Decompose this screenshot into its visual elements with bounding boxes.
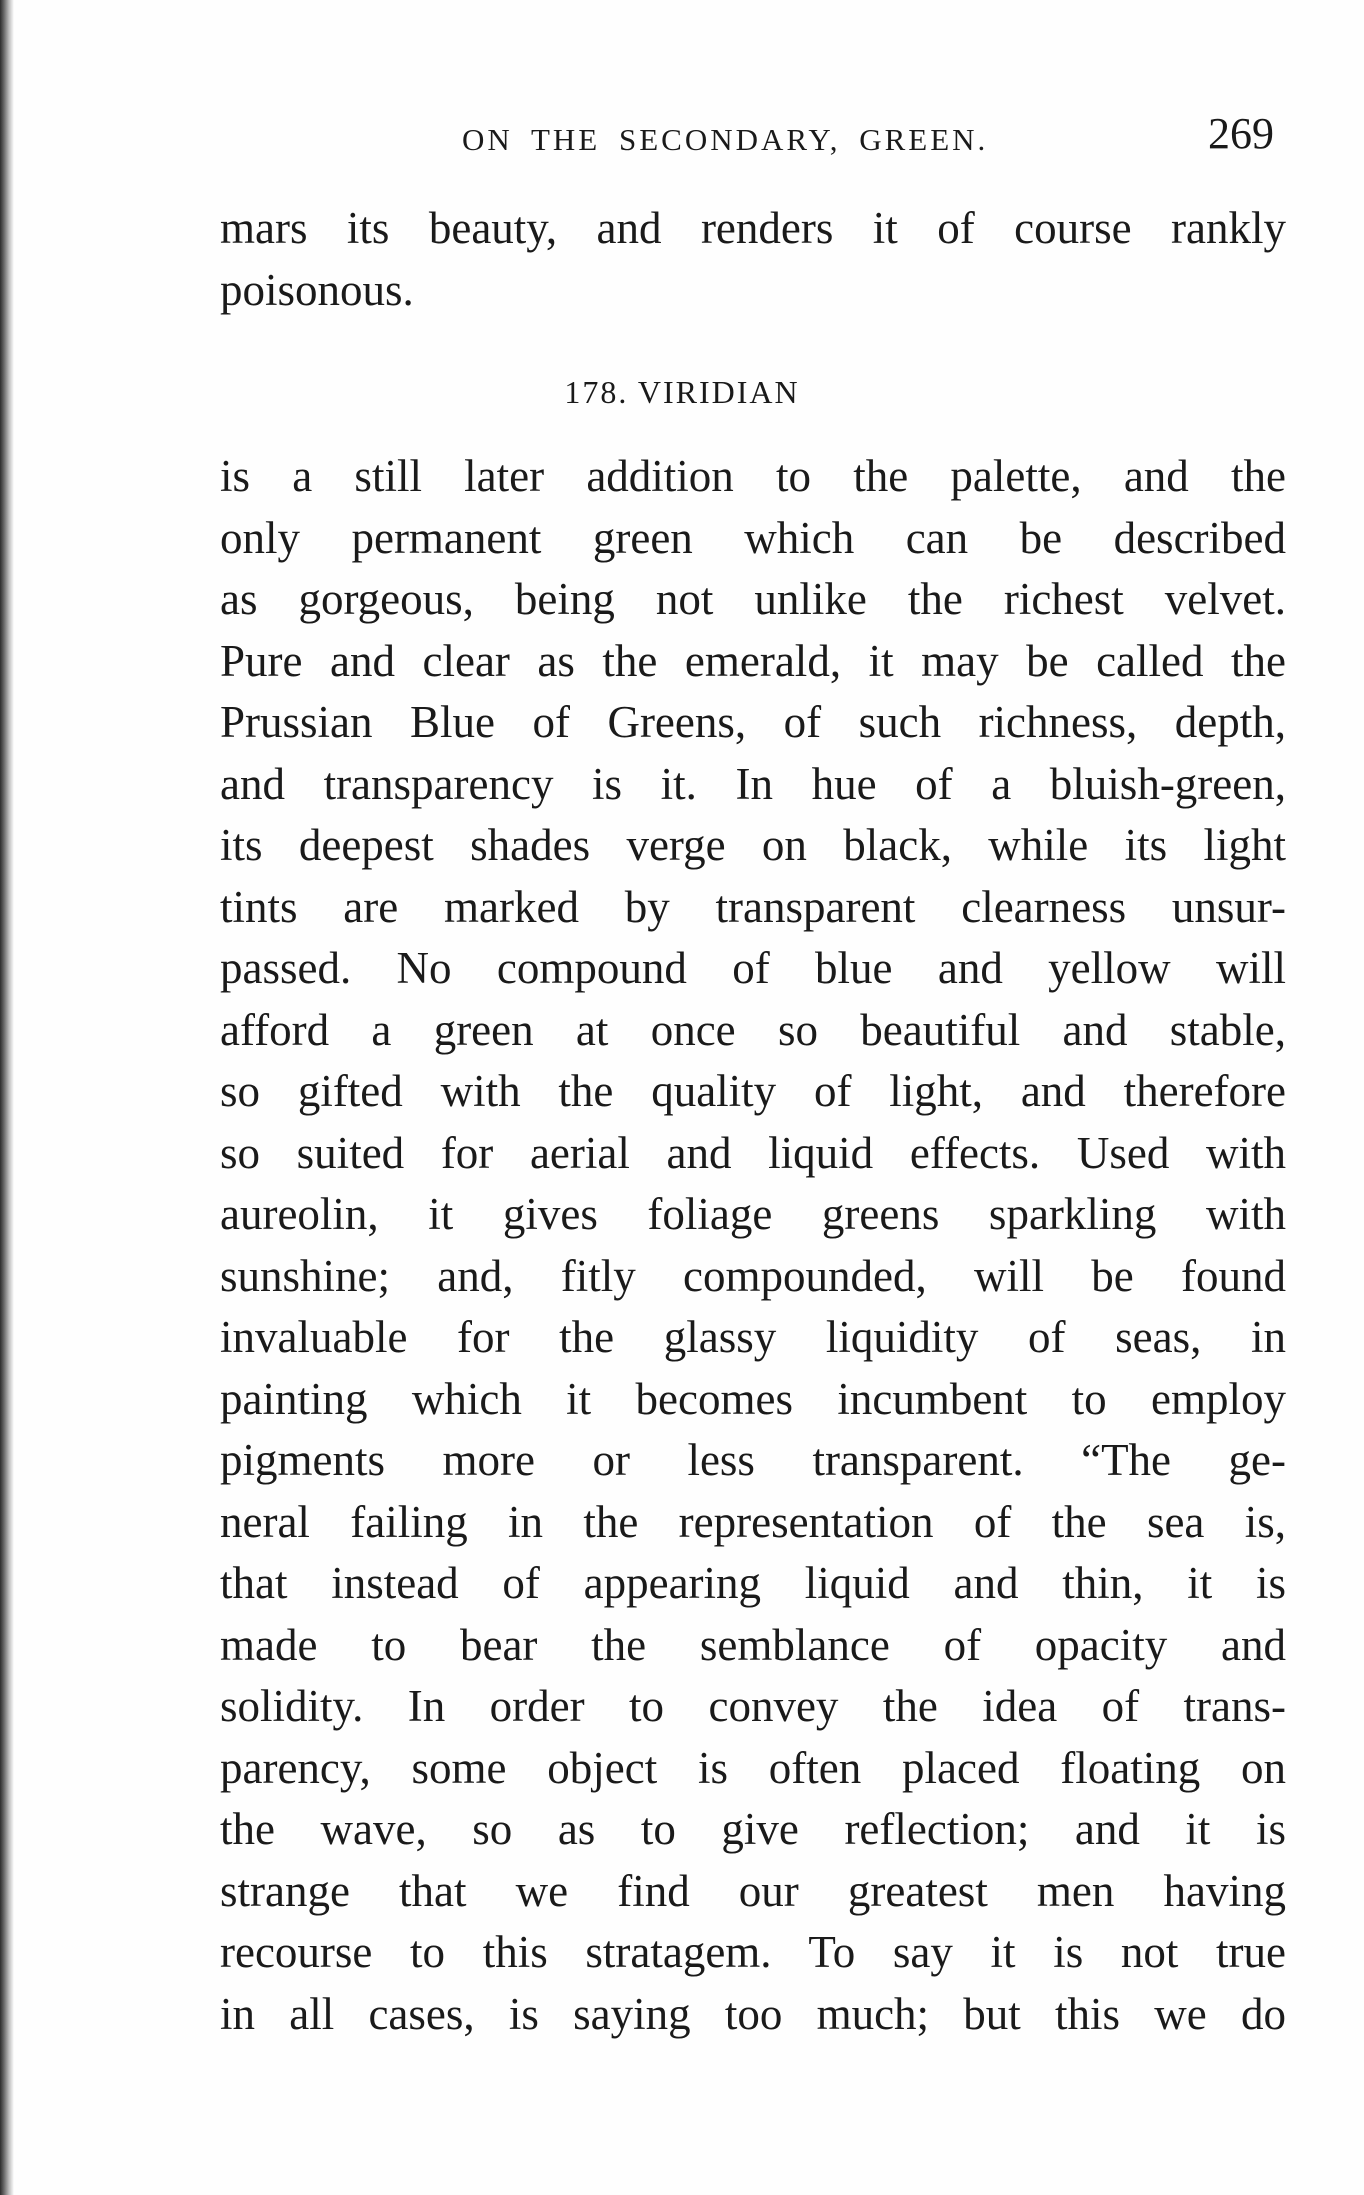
text-line: the wave, so as to give reflection; and it is — [220, 1804, 1286, 1854]
text-line: passed. No compound of blue and yellow will — [220, 943, 1286, 993]
text-line: so suited for aerial and liquid effects. Used with — [220, 1127, 1286, 1178]
text-line: neral failing in the representation of the sea is, — [220, 1496, 1286, 1547]
text-line: Prussian Blue of Greens, of such richness, depth, — [220, 697, 1286, 747]
text-line: tints are marked by transparent clearness unsur- — [220, 881, 1286, 932]
text-line: Pure and clear as the emerald, it may be called the — [220, 635, 1286, 686]
text-line: poisonous. — [220, 264, 414, 315]
text-line: sunshine; and, fitly compounded, will be found — [220, 1250, 1286, 1301]
text-line: recourse to this stratagem. To say it is not true — [220, 1927, 1286, 1977]
text-line: pigments more or less transparent. “The ge- — [220, 1435, 1286, 1485]
text-line: its deepest shades verge on black, while its light — [220, 820, 1286, 870]
section-paragraph — [220, 446, 1286, 2045]
text-line: solidity. In order to convey the idea of trans- — [220, 1681, 1286, 1731]
text-line: parency, some object is often placed floating on — [220, 1742, 1286, 1793]
running-title: ON THE SECONDARY, GREEN. — [462, 122, 989, 157]
text-line: and transparency is it. In hue of a bluish-green, — [220, 758, 1286, 809]
text-line: painting which it becomes incumbent to employ — [220, 1373, 1286, 1424]
text-line: aureolin, it gives foliage greens sparkling with — [220, 1189, 1286, 1239]
page-number: 269 — [1208, 109, 1274, 158]
section-heading: 178. VIRIDIAN — [564, 374, 800, 410]
continued-paragraph — [220, 198, 1286, 321]
text-line: strange that we find our greatest men having — [220, 1865, 1286, 1916]
text-line: that instead of appearing liquid and thin, it is — [220, 1558, 1286, 1608]
scan-gutter-shadow — [0, 0, 14, 2195]
text-line: invaluable for the glassy liquidity of seas, in — [220, 1312, 1286, 1362]
text-line: as gorgeous, being not unlike the richest velvet. — [220, 574, 1286, 624]
text-line: only permanent green which can be described — [220, 512, 1286, 563]
running-head — [226, 108, 1286, 168]
text-line: afford a green at once so beautiful and stable, — [220, 1004, 1286, 1055]
text-line: in all cases, is saying too much; but this we do — [220, 1988, 1286, 2039]
text-line: so gifted with the quality of light, and therefore — [220, 1066, 1286, 1116]
text-line: made to bear the semblance of opacity and — [220, 1619, 1286, 1670]
text-line: mars its beauty, and renders it of course rankly — [220, 203, 1286, 253]
text-line: is a still later addition to the palette, and the — [220, 451, 1286, 501]
